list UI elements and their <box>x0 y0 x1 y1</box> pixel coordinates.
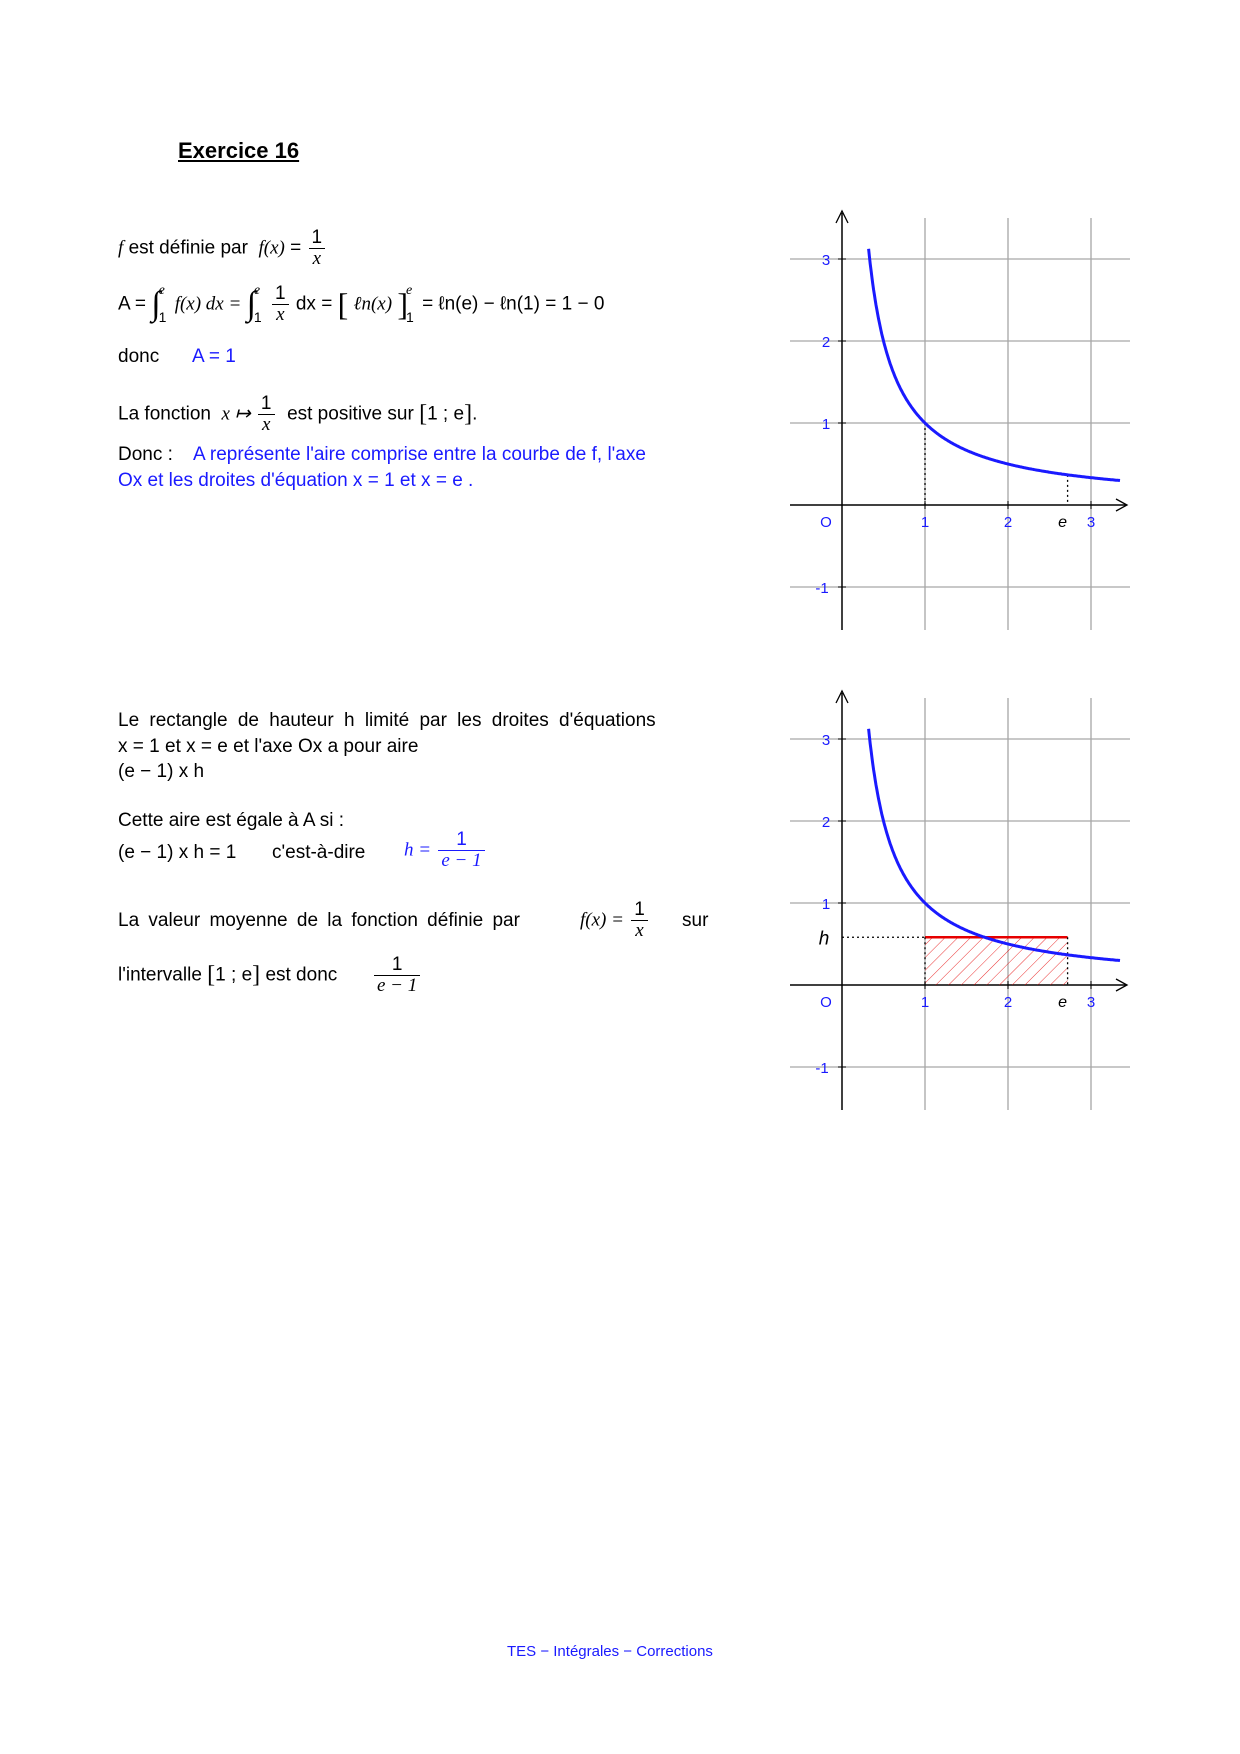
curve-1-over-x <box>869 249 1120 481</box>
y-label-2: 2 <box>821 334 831 351</box>
guide-lines <box>925 423 1068 505</box>
curve-1-over-x <box>869 729 1120 961</box>
graph-2 <box>790 685 1130 1110</box>
condition-line: Cette aire est égale à A si : <box>118 810 345 831</box>
sur-word: sur <box>682 910 709 931</box>
mean-value-rectangle <box>842 937 1068 985</box>
conclusion-line-2: Ox et les droites d'équation x = 1 et x = e . <box>118 470 474 491</box>
x-label-e: e <box>1058 514 1068 531</box>
donc-line: donc <box>118 346 160 367</box>
hatched-area <box>925 937 1068 985</box>
grid <box>790 218 1130 630</box>
integral-sign: ∫ <box>151 285 161 323</box>
x-label-2: 2 <box>1003 994 1013 1011</box>
integral-line: A = ∫ e 1 f(x) dx = ∫ e 1 $\frac{1}{x}$ dx = [ ℓn(x) ] e 1 = ℓn(e) − ℓn(1) = 1 − 0 <box>118 283 605 326</box>
positivity-line: La fonction x ↦ $\frac{1}{x}$ est positive sur [1 ; e]. <box>118 393 478 435</box>
y-label-minus-1: -1 <box>815 1060 829 1077</box>
x-label-2: 2 <box>1003 514 1013 531</box>
rectangle-line-3: (e − 1) x h <box>118 761 205 782</box>
origin-label: O <box>820 514 832 531</box>
donc-label: Donc : <box>118 444 173 465</box>
fraction-1-over-x: $\frac{1}{x}$ <box>309 228 326 269</box>
page-footer: TES − Intégrales − Corrections <box>507 1643 713 1660</box>
y-label-minus-1: -1 <box>815 580 829 597</box>
h-label: h <box>818 928 830 950</box>
y-label-3: 3 <box>821 732 831 749</box>
y-label-3: 3 <box>821 252 831 269</box>
x-label-1: 1 <box>920 994 930 1011</box>
x-label-3: 3 <box>1086 994 1096 1011</box>
axis-labels <box>815 732 1095 1077</box>
mean-value-fx: f(x) = $\frac{1}{x}$ <box>580 900 650 941</box>
graph-1 <box>790 205 1130 630</box>
area-result: A = 1 <box>192 346 236 367</box>
x-label-e: e <box>1058 994 1068 1011</box>
y-label-1: 1 <box>821 896 831 913</box>
origin-label: O <box>820 994 832 1011</box>
rectangle-line-2: x = 1 et x = e et l'axe Ox a pour aire <box>118 736 419 757</box>
definition-line: f est définie par f(x) = $\frac{1}{x}$ <box>118 228 327 269</box>
mean-value-line-2: l'intervalle [1 ; e] est donc <box>118 962 338 988</box>
y-label-2: 2 <box>821 814 831 831</box>
integral-sign: ∫ <box>246 285 256 323</box>
x-label-3: 3 <box>1086 514 1096 531</box>
axes <box>790 691 1127 1110</box>
exercise-title: Exercice 16 <box>178 138 300 163</box>
y-label-1: 1 <box>821 416 831 433</box>
conclusion-line-1: A représente l'aire comprise entre la courbe de f, l'axe <box>193 444 646 465</box>
axis-labels <box>815 252 1095 597</box>
h-value: h = $\frac{1}{e - 1}$ <box>404 830 487 871</box>
grid <box>790 698 1130 1110</box>
mean-value-line-1: La valeur moyenne de la fonction définie par <box>118 910 520 931</box>
c-est-a-dire: c'est-à-dire <box>272 842 366 863</box>
equation-line: (e − 1) x h = 1 <box>118 842 237 863</box>
rectangle-line-1: Le rectangle de hauteur h limité par les droites d'équations <box>118 710 656 731</box>
x-label-1: 1 <box>920 514 930 531</box>
axes <box>790 211 1127 630</box>
mean-value-result: $\frac{1}{e - 1}$ <box>372 955 422 996</box>
